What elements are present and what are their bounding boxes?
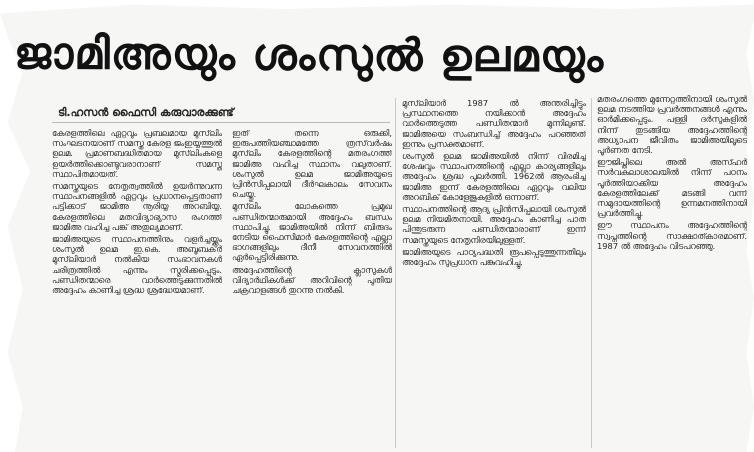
paragraph: ഈ സ്ഥാപനം അദ്ദേഹത്തിന്റെ സ്വപ്നത്തിന്റെ സാക്ഷാത്കാരമാണ്. 1987 ൽ അദ്ദേഹം വിടപറഞ്ഞു. (597, 220, 747, 251)
paragraph: അദ്ദേഹത്തിന്റെ ക്ലാസുകൾ വിദ്യാർഥികൾക്ക് അറിവിന്റെ പുതിയ ചക്രവാളങ്ങൾ തുറന്നു നൽകി. (232, 264, 392, 296)
article-headline: ജാമിഅയും ശംസുൽ ഉലമയും (13, 28, 605, 83)
column-rule (591, 98, 592, 448)
paragraph: മുസ്‌ലിം ലോകത്തെ പ്രമുഖ പണ്ഡിതന്മാരുമായി അദ്ദേഹം ബന്ധം സ്ഥാപിച്ചു. ജാമിഅയിൽ നിന്ന് ബിരുദം നേടിയ ഫൈസിമാർ കേരളത്തിന്റെ എല്ലാ ഭാഗങ്ങളിലും ദീനീ സേവനത്തിൽ ഏർപ്പെട്ടിരിക്കുന്നു. (232, 201, 392, 263)
paragraph: സമസ്തയുടെ നേതൃത്വത്തിൽ ഉയർന്നുവന്ന സ്ഥാപനങ്ങളിൽ ഏറ്റവും പ്രധാനപ്പെട്ടതാണ് പട്ടിക്കാട് ജാമിഅ നൂരിയ്യ അറബിയ്യ. കേരളത്തിലെ മതവിദ്യാഭ്യാസ രംഗത്ത് ജാമിഅ വഹിച്ച പങ്ക് അതുല്യമാണ്. (52, 181, 222, 232)
paragraph: മതരംഗത്തെ മുന്നേറ്റത്തിനായി ശംസുൽ ഉലമ നടത്തിയ പ്രവർത്തനങ്ങൾ എന്നും ഓർമിക്കപ്പെടും. പള്ളി ദർസുകളിൽ നിന്ന് തുടങ്ങിയ അദ്ദേഹത്തിന്റെ അധ്യാപന ജീവിതം ജാമിഅയിലൂടെ പൂർണത നേടി. (597, 94, 747, 156)
article-byline: ടി.ഹസൻ ഫൈസി കരുവാരക്കുണ്ട് (58, 106, 234, 119)
article-column-2 (232, 128, 392, 448)
paragraph: ഇത് തന്നെ ഒരുക്കി, ഇരുപത്തിയഞ്ചാമത്തേ ത്രസ്‌വർഷം മുസ്‌ലിം കേരളത്തിന്റെ മതരംഗത്ത് ജാമിഅ വഹിച്ച സ്ഥാനം വലുതാണ്. ശംസുൽ ഉലമ ജാമിഅയുടെ പ്രിൻസിപ്പലായി ദീർഘകാലം സേവനം ചെയ്തു. (232, 128, 392, 200)
paragraph: ജാമിഅയുടെ പാഠ്യപദ്ധതി രൂപപ്പെടുത്തുന്നതിലും അദ്ദേഹം സുപ്രധാന പങ്കുവഹിച്ചു. (402, 246, 586, 268)
byline-divider (52, 122, 390, 123)
paragraph: സ്ഥാപനത്തിന്റെ ആദ്യ പ്രിൻസിപ്പലായി ശംസുൽ ഉലമ നിയമിതനായി. അദ്ദേഹം കാണിച്ച പാത പിന്തുടരുന്ന പണ്ഡിതന്മാരാണ് ഇന്ന് സമസ്തയുടെ നേതൃനിരയിലുള്ളത്. (402, 204, 586, 245)
paragraph: മുസ്‌ലിയാർ 1987 ൽ അന്തരിച്ചിട്ടും പ്രസ്ഥാനത്തെ നയിക്കാൻ അദ്ദേഹം വാർത്തെടുത്ത പണ്ഡിതന്മാർ മുന്നിലുണ്ട്. ജാമിഅയെ സംബന്ധിച്ച് അദ്ദേഹം പറഞ്ഞത് ഇന്നും പ്രസക്തമാണ്. (402, 98, 586, 149)
paragraph: ശംസുൽ ഉലമ ജാമിഅയിൽ നിന്ന് വിരമിച്ച ശേഷവും സ്ഥാപനത്തിന്റെ എല്ലാ കാര്യങ്ങളിലും അദ്ദേഹം ശ്രദ്ധ പുലർത്തി. 1962ൽ ആരംഭിച്ച ജാമിഅ ഇന്ന് കേരളത്തിലെ ഏറ്റവും വലിയ അറബിക് കോളേജുകളിൽ ഒന്നാണ്. (402, 151, 586, 202)
paragraph: കേരളത്തിലെ ഏറ്റവും പ്രബലമായ മുസ്‌ലിം സംഘടനയാണ് സമസ്ത കേരള ജംഇയ്യത്തുൽ ഉലമ. പ്രമാണബദ്ധിതമായ മുസ്‌ലിംകളെ ഉയർത്തിക്കൊണ്ടുവരാനാണ് സമസ്ത സ്ഥാപിതമായത്. (52, 128, 222, 179)
column-rule (395, 98, 396, 448)
paragraph: ഈജിപ്തിലെ അൽ അസ്ഹർ സർവകലാശാലയിൽ നിന്ന് പഠനം പൂർത്തിയാക്കിയ അദ്ദേഹം കേരളത്തിലേക്ക് മടങ്ങി വന്ന് സമുദായത്തിന്റെ ഉന്നമനത്തിനായി പ്രവർത്തിച്ചു. (597, 157, 747, 219)
article-column-1 (52, 128, 222, 448)
paragraph: ജാമിഅയുടെ സ്ഥാപനത്തിനും വളർച്ചയ്ക്കും ശംസുൽ ഉലമ ഇ.കെ. അബൂബക്ർ മുസ്‌ലിയാർ നൽകിയ സംഭാവനകൾ ചരിത്രത്തിൽ എന്നും സ്മരിക്കപ്പെടും. പണ്ഡിതന്മാരെ വാർത്തെടുക്കുന്നതിൽ അദ്ദേഹം കാണിച്ച ശ്രദ്ധ ശ്രദ്ധേയമാണ്. (52, 234, 222, 296)
article-column-4 (597, 94, 747, 450)
article-column-3 (402, 98, 586, 450)
